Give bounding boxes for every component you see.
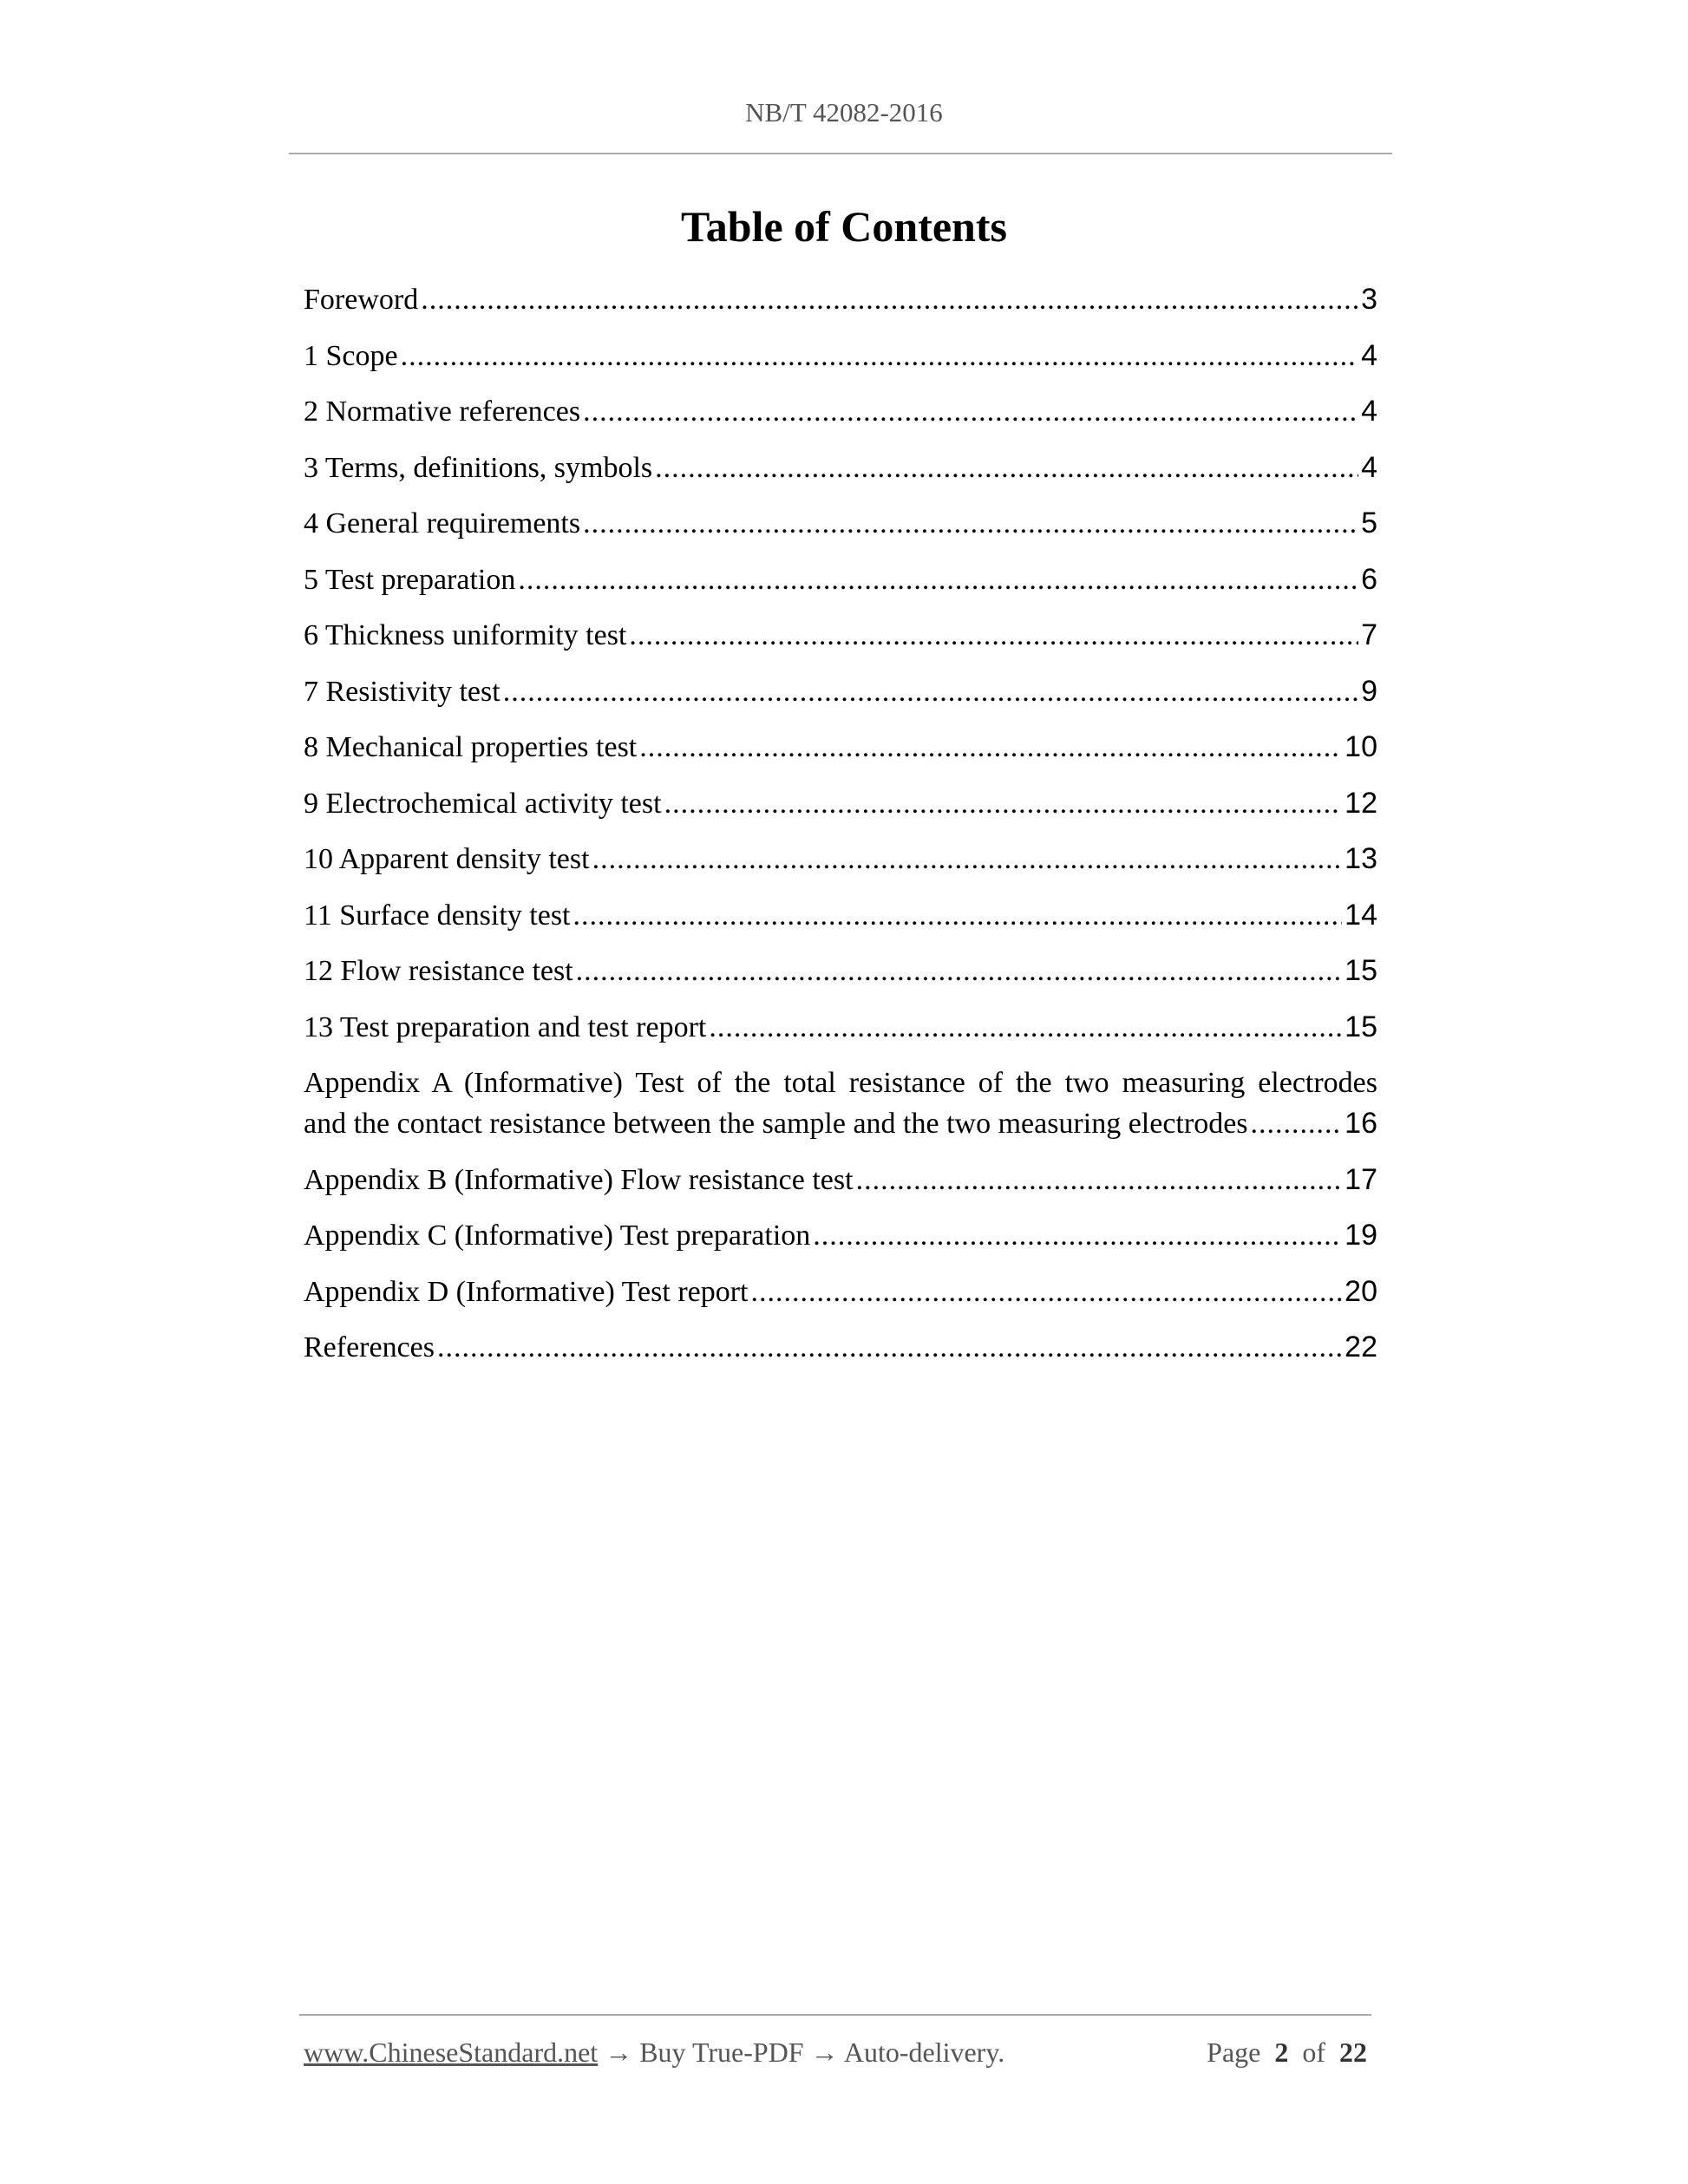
- current-page-number: 2: [1274, 2037, 1289, 2068]
- toc-leader-dots: [503, 671, 1358, 712]
- toc-entry-terms-definitions[interactable]: [304, 448, 1377, 488]
- arrow-right-icon: →: [605, 2037, 633, 2068]
- toc-entry-page: 17: [1345, 1162, 1377, 1196]
- site-link[interactable]: www.ChineseStandard.net: [304, 2037, 599, 2068]
- toc-entry-page: 4: [1361, 450, 1377, 484]
- toc-leader-dots: [655, 448, 1358, 488]
- toc-leader-dots: [813, 1215, 1342, 1256]
- toc-entry-label: 8 Mechanical properties test: [304, 731, 638, 763]
- toc-entry-label: 1 Scope: [304, 339, 398, 372]
- toc-entry-test-preparation[interactable]: [304, 559, 1377, 600]
- toc-entry-page: 12: [1345, 786, 1377, 820]
- buy-true-pdf-text: Buy True-PDF: [639, 2037, 804, 2068]
- toc-entry-page: 4: [1361, 395, 1377, 428]
- page-word: Page: [1207, 2037, 1261, 2068]
- footer-divider: [299, 2014, 1371, 2016]
- toc-entry-page: 4: [1361, 338, 1377, 372]
- toc-entry-label: Appendix D (Informative) Test report: [304, 1275, 749, 1308]
- toc-entry-label: 7 Resistivity test: [304, 675, 501, 708]
- toc-entry-label: 9 Electrochemical activity test: [304, 787, 662, 820]
- toc-entry-label-line1: Appendix A (Informative) Test of the total resistance of the two measuring electrodes: [304, 1067, 1377, 1099]
- toc-entry-label: 4 General requirements: [304, 507, 581, 539]
- toc-entry-appendix-a[interactable]: [304, 1063, 1377, 1144]
- toc-entry-appendix-c[interactable]: [304, 1215, 1377, 1256]
- toc-entry-label: 3 Terms, definitions, symbols: [304, 451, 653, 484]
- toc-leader-dots: [401, 336, 1358, 376]
- toc-entry-page: 15: [1345, 1010, 1377, 1043]
- toc-leader-dots: [437, 1327, 1342, 1368]
- toc-entry-page: 5: [1361, 507, 1377, 539]
- toc-leader-dots: [639, 727, 1342, 768]
- toc-entry-page: 20: [1345, 1274, 1377, 1308]
- toc-leader-dots: [592, 839, 1343, 879]
- toc-leader-dots: [421, 279, 1358, 320]
- toc-entry-page: 13: [1345, 842, 1377, 875]
- toc-leader-dots: [576, 951, 1343, 991]
- toc-entry-label: 11 Surface density test: [304, 899, 571, 932]
- toc-entry-mechanical-properties[interactable]: [304, 727, 1377, 768]
- toc-entry-label: 10 Apparent density test: [304, 843, 590, 875]
- toc-entry-appendix-d[interactable]: [304, 1272, 1377, 1312]
- toc-entry-foreword[interactable]: [304, 279, 1377, 320]
- toc-entry-apparent-density[interactable]: [304, 839, 1377, 879]
- toc-leader-dots: [583, 391, 1358, 432]
- toc-entry-label: 5 Test preparation: [304, 563, 516, 596]
- toc-entry-label: Foreword: [304, 284, 419, 316]
- toc-entry-page: 22: [1345, 1331, 1377, 1363]
- toc-entry-page: 15: [1345, 954, 1377, 987]
- toc-entry-resistivity[interactable]: [304, 671, 1377, 712]
- toc-title: Table of Contents: [681, 202, 1007, 251]
- toc-entry-label: 12 Flow resistance test: [304, 955, 573, 987]
- toc-entry-thickness-uniformity[interactable]: [304, 615, 1377, 656]
- toc-entry-appendix-b[interactable]: [304, 1160, 1377, 1200]
- toc-leader-dots: [751, 1272, 1343, 1312]
- auto-delivery-text: Auto-delivery.: [843, 2037, 1005, 2068]
- toc-entry-surface-density[interactable]: [304, 895, 1377, 936]
- toc-leader-dots: [573, 895, 1343, 936]
- document-code-header: NB/T 42082-2016: [745, 97, 943, 128]
- toc-entry-label: Appendix C (Informative) Test preparation: [304, 1220, 811, 1252]
- toc-entry-label: 2 Normative references: [304, 396, 581, 428]
- toc-entry-page: 10: [1345, 730, 1377, 763]
- toc-entry-electrochemical-activity[interactable]: [304, 783, 1377, 824]
- toc-entry-page: 16: [1345, 1107, 1377, 1140]
- page-indicator: [1207, 2037, 1367, 2069]
- toc-entry-label-line2: and the contact resistance between the sample and the two measuring electrodes: [304, 1108, 1248, 1140]
- toc-entry-references[interactable]: [304, 1327, 1377, 1368]
- toc-entry-label: Appendix B (Informative) Flow resistance test: [304, 1163, 854, 1196]
- toc-leader-dots: [709, 1007, 1342, 1048]
- toc-entry-page: 9: [1361, 674, 1377, 708]
- toc-entry-test-report[interactable]: [304, 1007, 1377, 1048]
- toc-leader-dots: [518, 559, 1358, 600]
- toc-entry-page: 19: [1345, 1219, 1377, 1252]
- toc-entry-general-requirements[interactable]: [304, 503, 1377, 544]
- toc-leader-dots: [583, 503, 1358, 544]
- toc-entry-page: 7: [1361, 618, 1377, 651]
- toc-entry-page: 6: [1361, 562, 1377, 596]
- toc-entry-label: 6 Thickness uniformity test: [304, 619, 627, 651]
- toc-entry-label: References: [304, 1331, 435, 1363]
- table-of-contents: [304, 279, 1377, 1383]
- toc-entry-scope[interactable]: [304, 336, 1377, 376]
- toc-entry-flow-resistance[interactable]: [304, 951, 1377, 991]
- toc-entry-page: 3: [1361, 283, 1377, 316]
- toc-leader-dots: [1251, 1103, 1343, 1144]
- toc-leader-dots: [856, 1160, 1343, 1200]
- toc-entry-normative-references[interactable]: [304, 391, 1377, 432]
- toc-leader-dots: [664, 783, 1343, 824]
- arrow-right-icon: →: [810, 2037, 839, 2068]
- toc-leader-dots: [629, 615, 1358, 656]
- toc-entry-label: 13 Test preparation and test report: [304, 1010, 707, 1043]
- footer-promo: [304, 2037, 1004, 2069]
- header-divider: [289, 153, 1392, 154]
- of-word: of: [1302, 2037, 1325, 2068]
- toc-entry-page: 14: [1345, 898, 1377, 932]
- total-page-count: 22: [1339, 2037, 1367, 2068]
